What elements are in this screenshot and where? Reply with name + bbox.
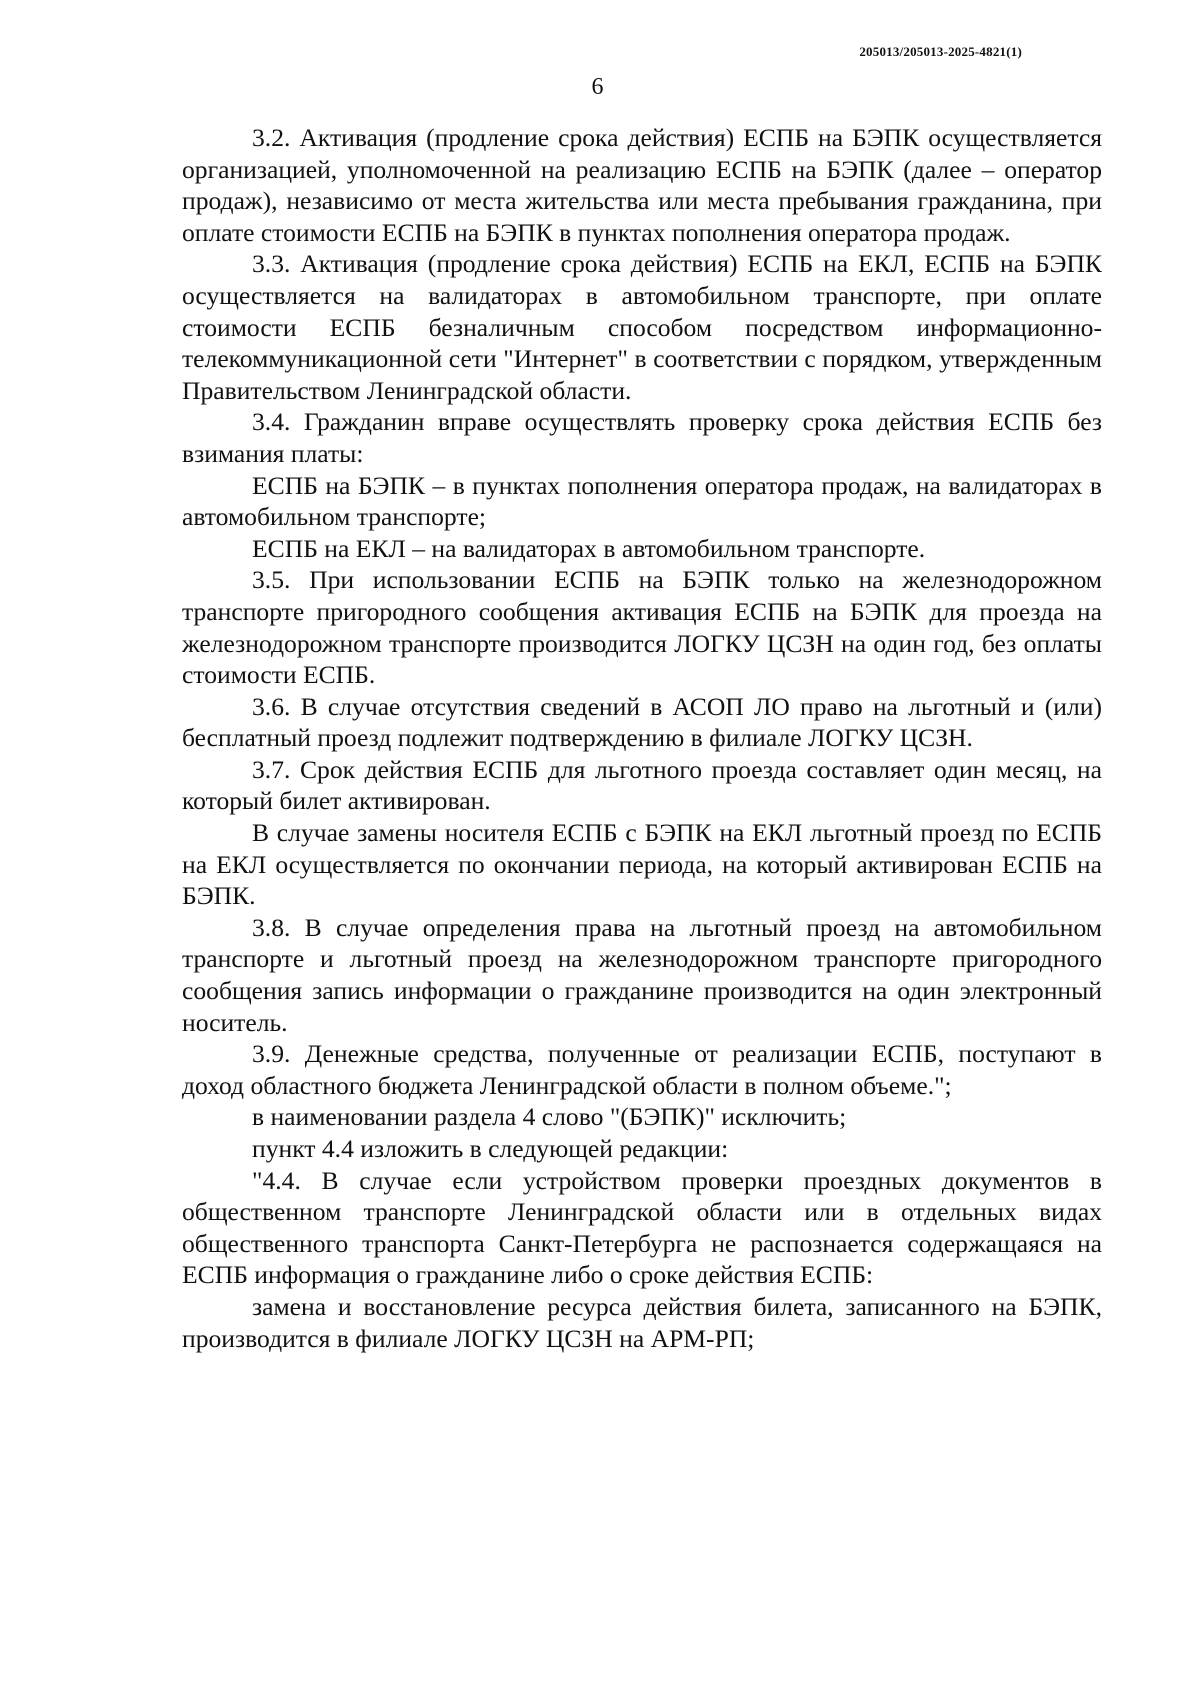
paragraph-3-5: 3.5. При использовании ЕСПБ на БЭПК только на железнодорожном транспорте пригородного сообщения активация ЕСПБ на БЭПК для проезда на железнодорожном транспорте производится ЛОГКУ ЦСЗН на один год, без оплаты стоимости ЕСПБ. <box>182 565 1102 690</box>
paragraph-4-4: "4.4. В случае если устройством проверки проездных документов в общественном транспорте Ленинградской области или в отдельных видах общественного транспорта Санкт-Петербурга не распознается содержащаяся на ЕСПБ информация о гражданине либо о сроке действия ЕСПБ: <box>182 1165 1102 1290</box>
document-registration-number: 205013/205013-2025-4821(1) <box>859 44 1022 59</box>
paragraph-3-6: 3.6. В случае отсутствия сведений в АСОП ЛО право на льготный и (или) бесплатный проезд подлежит подтверждению в филиале ЛОГКУ ЦСЗН. <box>182 691 1102 753</box>
page-number: 6 <box>591 74 604 100</box>
paragraph-3-4-ekl: ЕСПБ на ЕКЛ – на валидаторах в автомобильном транспорте. <box>252 533 926 563</box>
paragraph-3-9: 3.9. Денежные средства, полученные от реализации ЕСПБ, поступают в доход областного бюджета Ленинградской области в полном объеме."; <box>182 1039 1102 1100</box>
amendment-section-4-title: в наименовании раздела 4 слово "(БЭПК)" исключить; <box>252 1102 847 1132</box>
paragraph-4-4-replacement: замена и восстановление ресурса действия билета, записанного на БЭПК, производится в филиале ЛОГКУ ЦСЗН на АРМ-РП; <box>182 1291 1102 1353</box>
paragraph-3-4: 3.4. Гражданин вправе осуществлять проверку срока действия ЕСПБ без взимания платы: <box>182 407 1102 468</box>
paragraph-3-8: 3.8. В случае определения права на льготный проезд на автомобильном транспорте и льготный проезд на железнодорожном транспорте пригородного сообщения запись информации о гражданине производится на один электронный носитель. <box>182 912 1102 1037</box>
amendment-point-4-4-intro: пункт 4.4 изложить в следующей редакции: <box>252 1134 729 1163</box>
document-body <box>182 122 1102 1354</box>
paragraph-3-7: 3.7. Срок действия ЕСПБ для льготного проезда составляет один месяц, на который билет активирован. <box>182 754 1102 816</box>
paragraph-3-7-replacement: В случае замены носителя ЕСПБ с БЭПК на ЕКЛ льготный проезд по ЕСПБ на ЕКЛ осуществляется по окончании периода, на который активирован ЕСПБ на БЭПК. <box>182 818 1102 911</box>
paragraph-3-2: 3.2. Активация (продление срока действия) ЕСПБ на БЭПК осуществляется организацией, уполномоченной на реализацию ЕСПБ на БЭПК (далее – оператор продаж), независимо от места жительства или места пребывания гражданина, при оплате стоимости ЕСПБ на БЭПК в пунктах пополнения оператора продаж. <box>182 123 1102 247</box>
paragraph-3-4-bepk: ЕСПБ на БЭПК – в пунктах пополнения оператора продаж, на валидаторах в автомобильном транспорте; <box>182 470 1102 532</box>
paragraph-3-3: 3.3. Активация (продление срока действия) ЕСПБ на ЕКЛ, ЕСПБ на БЭПК осуществляется на валидаторах в автомобильном транспорте, при оплате стоимости ЕСПБ безналичным способом посредством информационно-телекоммуникационной сети "Интернет" в соответствии с порядком, утвержденным Правительством Ленинградской области. <box>182 249 1102 405</box>
